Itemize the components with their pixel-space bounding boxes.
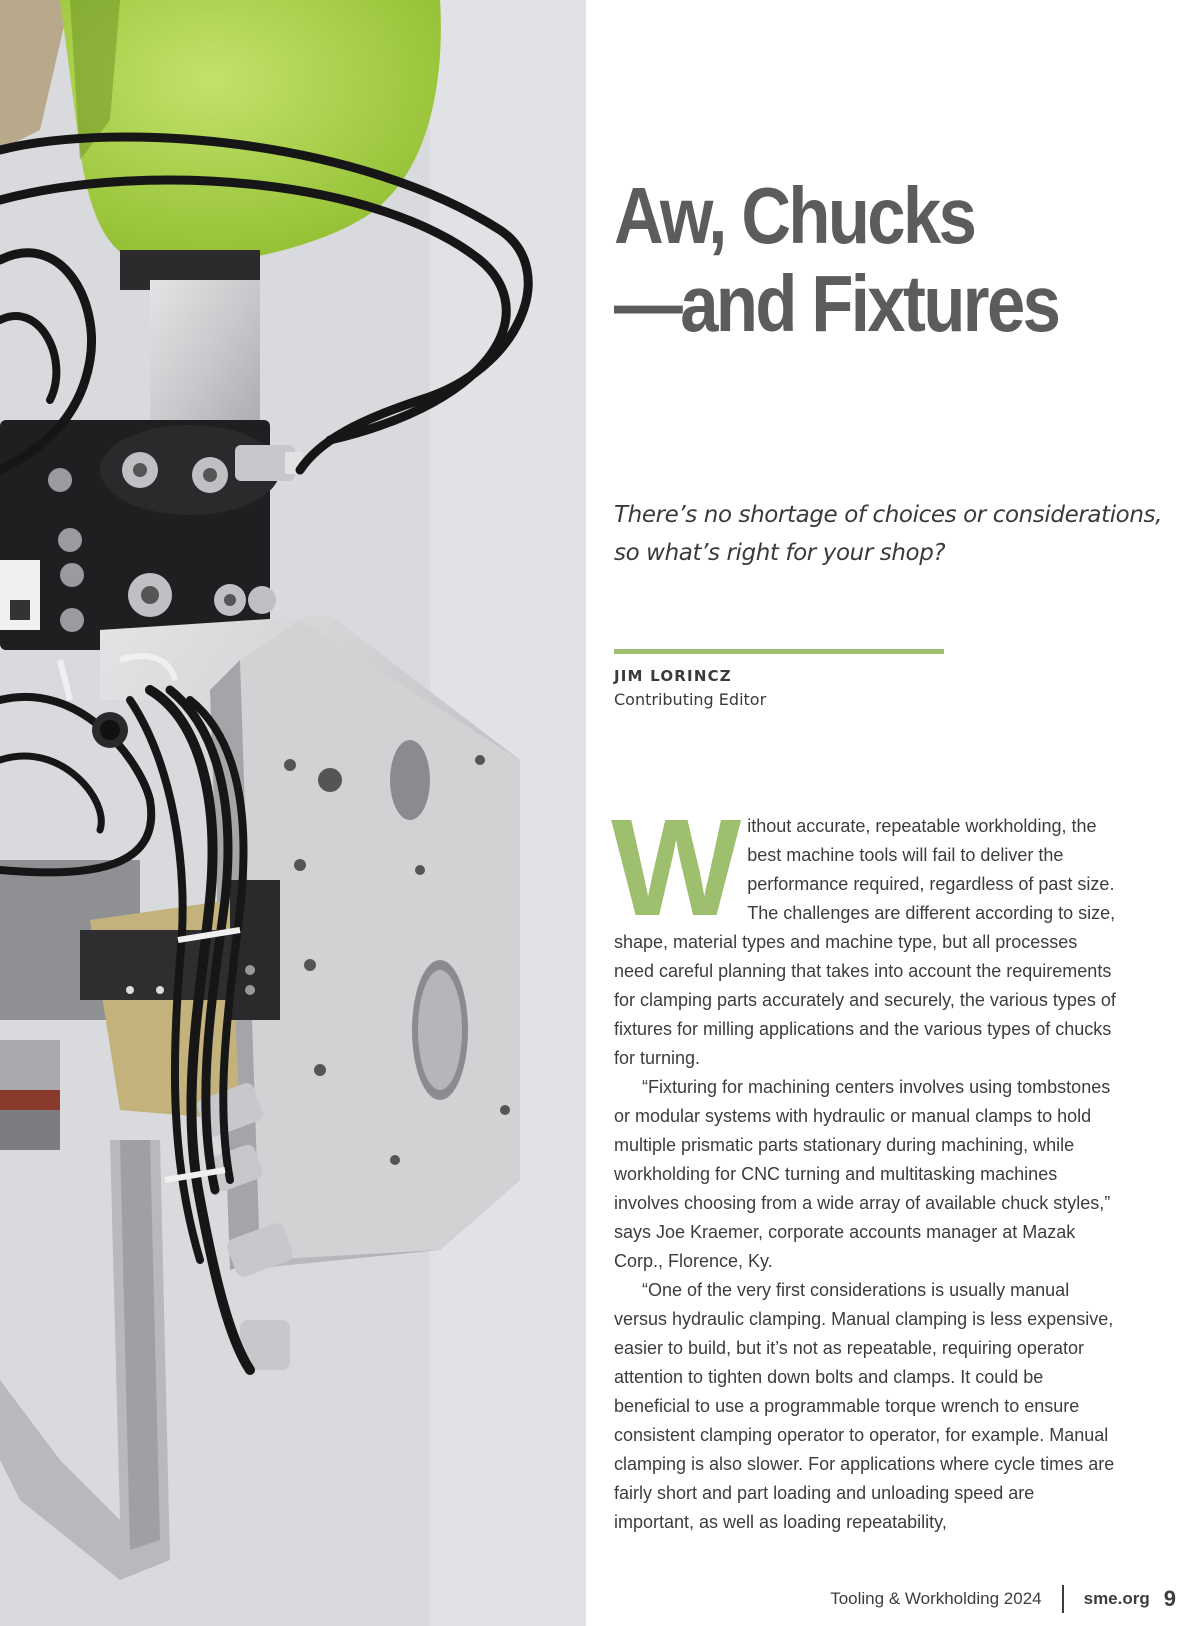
article-body <box>611 791 1116 1537</box>
robotic-gripper-photo <box>0 0 586 1626</box>
footer-divider <box>1062 1585 1064 1613</box>
headline-line-1: Aw, Chucks <box>614 171 975 260</box>
author-name: JIM LORINCZ <box>614 667 732 685</box>
page-number: 9 <box>1163 1586 1176 1611</box>
paragraph-1-text: ithout accurate, repeatable workholding, the best machine tools will fail to deliver the performance required, regardless of past size. The challenges are different according to size, shape, material types and machine type, but all processes need careful planning that takes into account the requirements for clamping parts accurately and securely, the various types of fixtures for milling applications and the various types of chucks for turning. <box>614 816 1116 1068</box>
article-headline <box>614 172 1096 348</box>
dek-line-1: There’s no shortage of choices or considerations, <box>614 502 1163 528</box>
paragraph-1 <box>611 791 1116 1073</box>
drop-cap: W <box>611 791 736 945</box>
article-dek <box>614 496 1174 572</box>
headline-line-2: —and Fixtures <box>614 259 1059 348</box>
accent-rule <box>614 649 944 654</box>
paragraph-3: “One of the very first considerations is usually manual versus hydraulic clamping. Manual clamping is less expensive, easier to build, but it’s not as repeatable, requiring operator attention to tighten down bolts and clamps. It could be beneficial to use a programmable torque wrench to ensure consistent clamping operator to operator, for example. Manual clamping is also slower. For applications where cycle times are fairly short and part loading and unloading speed are important, as well as loading repeatability, <box>614 1280 1115 1532</box>
page-footer <box>830 1584 1176 1614</box>
author-title: Contributing Editor <box>614 690 767 709</box>
hero-photo <box>0 0 586 1626</box>
paragraph-2: “Fixturing for machining centers involves using tombstones or modular systems with hydraulic or manual clamps to hold multiple prismatic parts stationary during machining, while workholding for CNC turning and multitasking machines involves choosing from a wide array of available chuck styles,” says Joe Kraemer, corporate accounts manager at Mazak Corp., Florence, Ky. <box>614 1077 1111 1271</box>
dek-line-2: so what’s right for your shop? <box>614 540 946 566</box>
publication-name: Tooling & Workholding 2024 <box>830 1589 1042 1608</box>
site-link[interactable]: sme.org <box>1083 1589 1150 1608</box>
